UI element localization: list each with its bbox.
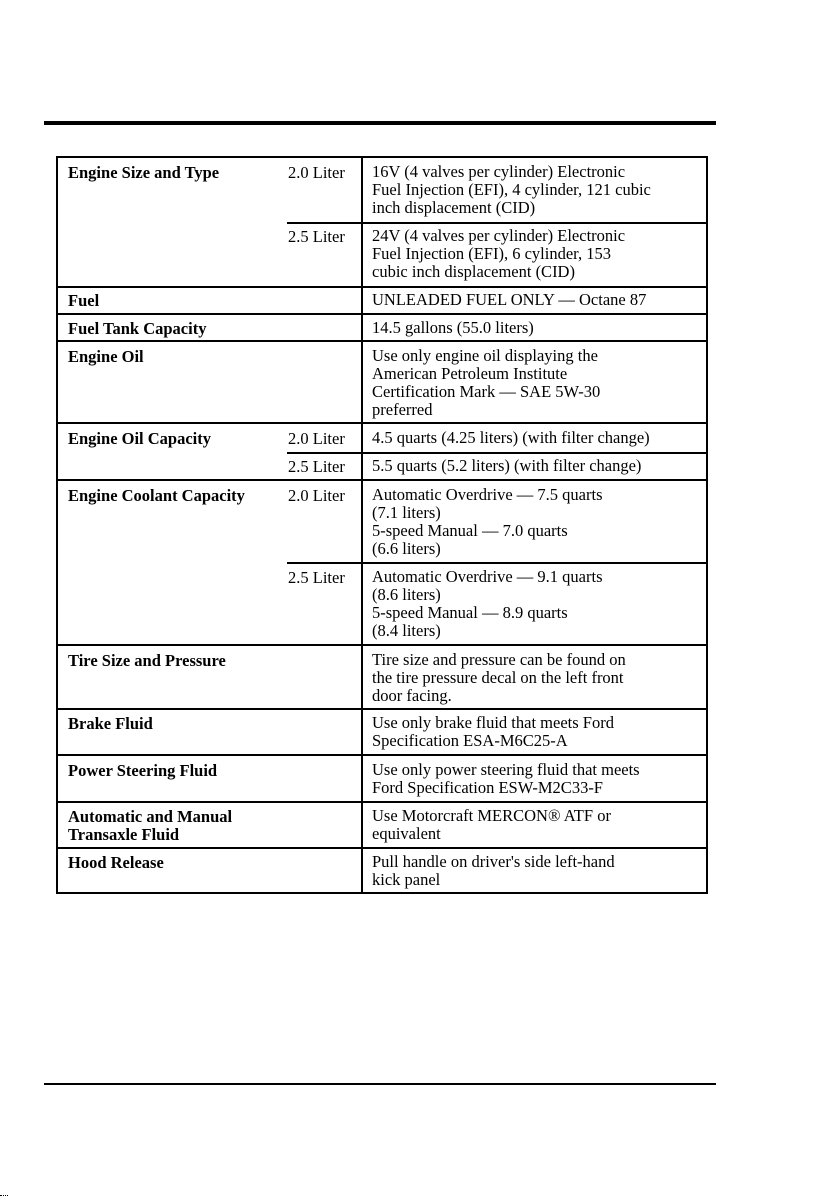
oil-capacity-2-0-value: 4.5 quarts (4.25 liters) (with filter change) [372,428,650,447]
row-divider [58,708,708,710]
transaxle-value: Use Motorcraft MERCON® ATF or equivalent [372,806,611,843]
hood-release-value: Pull handle on driver's side left-hand kick panel [372,852,615,889]
tire-value: Tire size and pressure can be found on the tire pressure decal on the left front door facing. [372,650,626,705]
row-subdivider [287,452,708,454]
column-divider [361,158,363,892]
row-divider [58,479,708,481]
fuel-tank-label: Fuel Tank Capacity [68,319,207,338]
oil-capacity-2-5-liter: 2.5 Liter [288,457,345,476]
oil-capacity-label: Engine Oil Capacity [68,429,212,448]
row-divider [58,847,708,849]
fuel-tank-value: 14.5 gallons (55.0 liters) [372,318,534,337]
tire-label: Tire Size and Pressure [68,651,226,670]
coolant-2-0-value: Automatic Overdrive — 7.5 quarts (7.1 liters) 5-speed Manual — 7.0 quarts (6.6 liters) [372,485,603,558]
fuel-value: UNLEADED FUEL ONLY — Octane 87 [372,290,647,309]
power-steering-label: Power Steering Fluid [68,761,218,780]
row-divider [58,340,708,342]
engine-size-2-5-value: 24V (4 valves per cylinder) Electronic Fuel Injection (EFI), 6 cylinder, 153 cubic inch displacement (CID) [372,226,626,281]
engine-oil-label: Engine Oil [68,347,144,366]
header-rule [44,121,716,125]
scan-mark [0,1195,8,1196]
row-divider [58,801,708,803]
engine-size-2-0-liter: 2.0 Liter [288,163,345,182]
row-divider [58,754,708,756]
engine-size-2-5-liter: 2.5 Liter [288,227,345,246]
oil-capacity-2-5-value: 5.5 quarts (5.2 liters) (with filter change) [372,456,642,475]
specifications-table [56,156,708,894]
row-divider [58,644,708,646]
transaxle-label: Automatic and Manual Transaxle Fluid [68,807,233,844]
brake-fluid-label: Brake Fluid [68,714,153,733]
engine-oil-value: Use only engine oil displaying the American Petroleum Institute Certification Mark — SAE 5W-30 preferred [372,346,601,419]
row-divider [58,286,708,288]
engine-size-2-0-value: 16V (4 valves per cylinder) Electronic Fuel Injection (EFI), 4 cylinder, 121 cubic inch displacement (CID) [372,162,651,217]
coolant-capacity-label: Engine Coolant Capacity [68,486,245,505]
row-divider [58,313,708,315]
coolant-2-5-value: Automatic Overdrive — 9.1 quarts (8.6 liters) 5-speed Manual — 8.9 quarts (8.4 liters) [372,567,603,640]
fuel-label: Fuel [68,291,100,310]
brake-fluid-value: Use only brake fluid that meets Ford Specification ESA-M6C25-A [372,713,614,750]
row-subdivider [287,222,708,224]
footer-rule [44,1083,716,1085]
engine-size-label: Engine Size and Type [68,163,220,182]
coolant-2-0-liter: 2.0 Liter [288,486,345,505]
coolant-2-5-liter: 2.5 Liter [288,568,345,587]
oil-capacity-2-0-liter: 2.0 Liter [288,429,345,448]
row-divider [58,422,708,424]
row-subdivider [287,562,708,564]
power-steering-value: Use only power steering fluid that meets Ford Specification ESW-M2C33-F [372,760,640,797]
hood-release-label: Hood Release [68,853,164,872]
